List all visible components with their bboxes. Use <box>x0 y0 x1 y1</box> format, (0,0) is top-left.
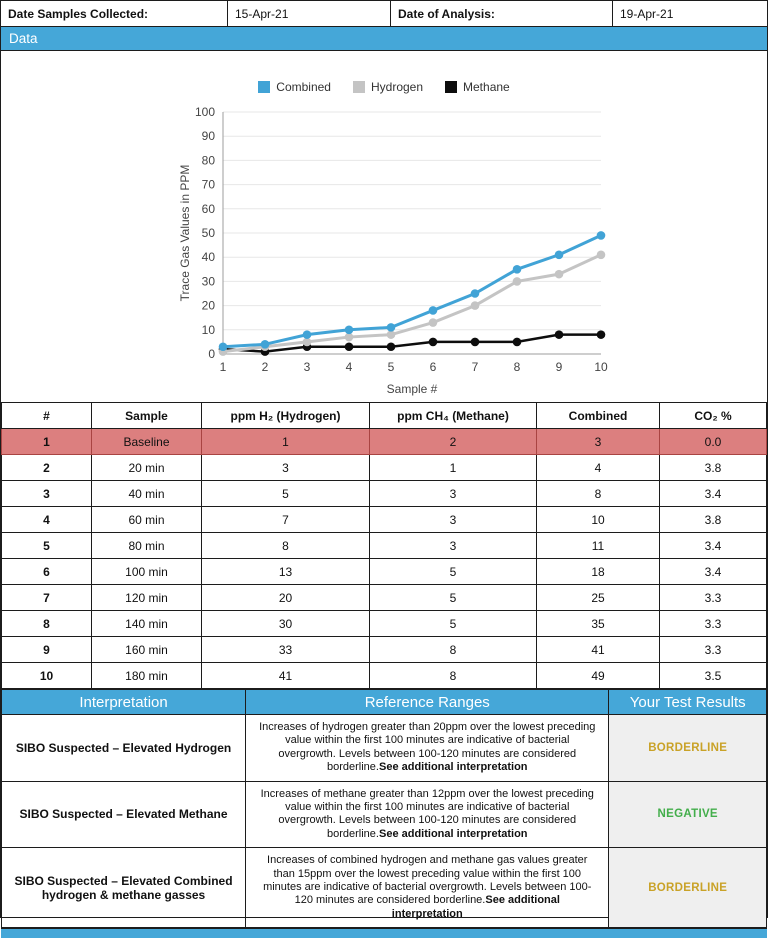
results-column-header: ppm H₂ (Hydrogen) <box>202 403 370 429</box>
data-section-header: Data <box>1 27 767 51</box>
methane-line <box>223 335 601 352</box>
x-tick-label: 2 <box>261 360 269 374</box>
methane-point <box>471 338 480 347</box>
table-row <box>2 611 767 637</box>
combined-point <box>219 342 228 351</box>
reference-range-text: Increases of methane greater than 12ppm over the lowest preceding value within the first 100 minutes are indicative of bacterial overgrowth. Levels between 100-120 minutes are considered borderline.See additional interpretation <box>246 781 609 848</box>
interpretation-row <box>2 715 767 782</box>
results-cell: 30 <box>202 611 370 637</box>
reference-ranges-column-header: Reference Ranges <box>246 690 609 715</box>
chart-section <box>1 51 767 402</box>
combined-point <box>513 265 522 274</box>
bottom-accent-bar <box>1 928 767 938</box>
results-column-header: CO₂ % <box>660 403 767 429</box>
results-cell: 8 <box>537 481 660 507</box>
results-cell: 7 <box>202 507 370 533</box>
results-column-header: Sample <box>92 403 202 429</box>
y-tick-label: 40 <box>201 250 215 265</box>
legend-swatch <box>353 81 365 93</box>
results-cell: 5 <box>370 611 537 637</box>
methane-point <box>429 338 438 347</box>
results-cell: 160 min <box>92 637 202 663</box>
interpretation-body <box>2 715 767 928</box>
results-cell: 41 <box>537 637 660 663</box>
hydrogen-point <box>429 318 438 327</box>
legend-label: Hydrogen <box>370 79 424 94</box>
table-row <box>2 559 767 585</box>
date-samples-collected-label: Date Samples Collected: <box>1 1 228 26</box>
methane-point <box>345 342 354 351</box>
results-cell: 8 <box>2 611 92 637</box>
results-cell: 3.8 <box>660 507 767 533</box>
legend-item-hydrogen <box>353 80 423 94</box>
y-tick-label: 0 <box>208 347 215 361</box>
hydrogen-point <box>555 270 564 279</box>
table-row <box>2 507 767 533</box>
table-row <box>2 637 767 663</box>
interpretation-label: SIBO Suspected – Elevated Hydrogen <box>2 715 246 782</box>
results-table <box>1 402 767 689</box>
reference-range-text: Increases of hydrogen greater than 20ppm over the lowest preceding value within the first 100 minutes are indicative of bacterial overgrowth. Levels between 100-120 minutes are considered borderline.See additional interpretation <box>246 715 609 782</box>
date-of-analysis-value: 19-Apr-21 <box>620 6 674 21</box>
table-row <box>2 533 767 559</box>
results-cell: 1 <box>202 429 370 455</box>
results-cell: 4 <box>537 455 660 481</box>
your-test-results-column-header: Your Test Results <box>609 690 767 715</box>
results-cell: 3 <box>370 507 537 533</box>
results-body <box>2 429 767 689</box>
results-cell: 8 <box>370 663 537 689</box>
results-cell: 4 <box>2 507 92 533</box>
interpretation-label: SIBO Suspected – Elevated Methane <box>2 781 246 848</box>
x-tick-label: 8 <box>513 360 521 374</box>
results-cell: 2 <box>2 455 92 481</box>
results-cell: 40 min <box>92 481 202 507</box>
interpretation-header-row <box>2 690 767 715</box>
date-samples-collected-value: 15-Apr-21 <box>228 1 391 26</box>
results-cell: 3 <box>202 455 370 481</box>
results-cell: 6 <box>2 559 92 585</box>
legend-label: Methane <box>463 79 510 94</box>
results-cell: 3 <box>370 533 537 559</box>
combined-point <box>429 306 438 315</box>
interpretation-label: SIBO Suspected – Elevated Combined hydrogen & methane gasses <box>2 848 246 928</box>
results-cell: 3 <box>537 429 660 455</box>
results-column-header: Combined <box>537 403 660 429</box>
results-cell: 13 <box>202 559 370 585</box>
legend-swatch <box>445 81 457 93</box>
results-cell: 3.4 <box>660 533 767 559</box>
y-tick-label: 60 <box>201 201 215 216</box>
results-cell: 80 min <box>92 533 202 559</box>
results-cell: Baseline <box>92 429 202 455</box>
results-cell: 10 <box>537 507 660 533</box>
interpretation-row <box>2 848 767 928</box>
results-cell: 3 <box>2 481 92 507</box>
results-cell: 2 <box>370 429 537 455</box>
table-row <box>2 455 767 481</box>
results-cell: 8 <box>370 637 537 663</box>
hydrogen-point <box>597 250 606 259</box>
results-cell: 49 <box>537 663 660 689</box>
table-row <box>2 481 767 507</box>
x-tick-label: 9 <box>555 360 563 374</box>
results-cell: 3.5 <box>660 663 767 689</box>
y-tick-label: 70 <box>201 177 215 192</box>
combined-point <box>303 330 312 339</box>
combined-point <box>471 289 480 298</box>
results-cell: 10 <box>2 663 92 689</box>
results-cell: 3.3 <box>660 637 767 663</box>
results-cell: 5 <box>370 585 537 611</box>
results-cell: 35 <box>537 611 660 637</box>
table-row <box>2 663 767 689</box>
reference-range-text: Increases of combined hydrogen and methane gas values greater than 15ppm over the lowest preceding value within the first 100 minutes are indicative of bacterial overgrowth. Levels between 100-120 minutes are considered borderline.See additional interpretation <box>246 848 609 928</box>
table-row <box>2 585 767 611</box>
results-cell: 3.3 <box>660 585 767 611</box>
results-column-header: ppm CH₄ (Methane) <box>370 403 537 429</box>
chart-legend <box>1 79 767 94</box>
see-additional-interpretation-note: See additional interpretation <box>378 761 528 774</box>
y-tick-label: 100 <box>194 105 215 119</box>
legend-label: Combined <box>276 79 331 94</box>
x-tick-label: 10 <box>594 360 608 374</box>
combined-point <box>555 250 564 259</box>
results-cell: 20 <box>202 585 370 611</box>
report-dates-header <box>1 1 767 27</box>
combined-point <box>597 231 606 240</box>
hydrogen-point <box>513 277 522 286</box>
x-axis-label: Sample # <box>386 382 438 396</box>
x-tick-label: 1 <box>219 360 227 374</box>
methane-point <box>387 342 396 351</box>
results-cell: 25 <box>537 585 660 611</box>
y-tick-label: 20 <box>201 298 215 313</box>
y-tick-label: 80 <box>201 153 215 168</box>
combined-point <box>387 323 396 332</box>
results-cell: 140 min <box>92 611 202 637</box>
results-cell: 100 min <box>92 559 202 585</box>
methane-point <box>597 330 606 339</box>
results-cell: 120 min <box>92 585 202 611</box>
results-cell: 18 <box>537 559 660 585</box>
y-tick-label: 30 <box>201 274 215 289</box>
results-cell: 3.3 <box>660 611 767 637</box>
x-tick-label: 5 <box>387 360 395 374</box>
interpretation-row <box>2 781 767 848</box>
results-cell: 33 <box>202 637 370 663</box>
legend-item-methane <box>445 80 510 94</box>
results-cell: 7 <box>2 585 92 611</box>
date-of-analysis-label: Date of Analysis: <box>391 1 613 26</box>
x-tick-label: 4 <box>345 360 353 374</box>
results-cell: 3.8 <box>660 455 767 481</box>
results-cell: 5 <box>2 533 92 559</box>
results-cell: 5 <box>202 481 370 507</box>
results-cell: 1 <box>2 429 92 455</box>
interpretation-column-header: Interpretation <box>2 690 246 715</box>
results-cell: 1 <box>370 455 537 481</box>
results-cell: 3.4 <box>660 559 767 585</box>
test-result-value: BORDERLINE <box>609 848 767 928</box>
results-cell: 41 <box>202 663 370 689</box>
results-cell: 3 <box>370 481 537 507</box>
results-cell: 11 <box>537 533 660 559</box>
see-additional-interpretation-note: See additional interpretation <box>391 894 560 920</box>
results-cell: 9 <box>2 637 92 663</box>
results-cell: 20 min <box>92 455 202 481</box>
methane-point <box>513 338 522 347</box>
results-cell: 180 min <box>92 663 202 689</box>
legend-swatch <box>258 81 270 93</box>
test-result-value: NEGATIVE <box>609 781 767 848</box>
legend-item-combined <box>258 80 331 94</box>
results-cell: 8 <box>202 533 370 559</box>
results-cell: 60 min <box>92 507 202 533</box>
results-cell: 3.4 <box>660 481 767 507</box>
test-result-value: BORDERLINE <box>609 715 767 782</box>
results-header-row <box>2 403 767 429</box>
baseline-row <box>2 429 767 455</box>
x-tick-label: 3 <box>303 360 311 374</box>
x-tick-label: 7 <box>471 360 479 374</box>
x-tick-label: 6 <box>429 360 437 374</box>
y-tick-label: 10 <box>201 322 215 337</box>
methane-point <box>555 330 564 339</box>
y-tick-label: 50 <box>201 226 215 240</box>
combined-point <box>261 340 270 349</box>
trace-gas-chart <box>1 100 768 400</box>
y-axis-label: Trace Gas Values in PPM <box>178 164 192 302</box>
interpretation-table <box>1 689 767 928</box>
results-cell: 0.0 <box>660 429 767 455</box>
hydrogen-point <box>471 301 480 310</box>
y-tick-label: 90 <box>201 129 215 144</box>
results-column-header: # <box>2 403 92 429</box>
combined-point <box>345 326 354 335</box>
see-additional-interpretation-note: See additional interpretation <box>378 827 528 840</box>
results-cell: 5 <box>370 559 537 585</box>
